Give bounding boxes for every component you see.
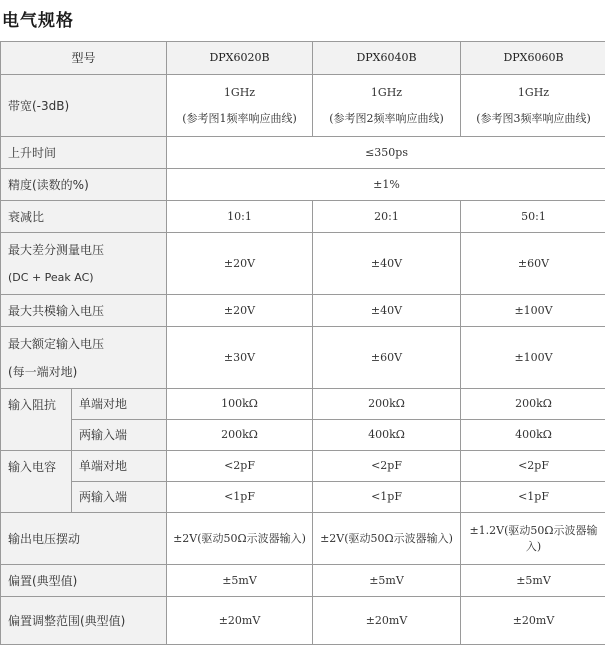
table-row [1,169,605,201]
table-row [1,389,605,420]
max-diff-value: ±40V [313,233,461,295]
swing-value: ±1.2V(驱动50Ω示波器输入) [461,513,605,565]
page-title: 电气规格 [2,11,74,31]
header-model: 型号 [1,42,167,75]
swing-value: ±2V(驱动50Ω示波器输入) [313,513,461,565]
max-rated-value: ±30V [167,327,313,389]
impedance-label: 输入阻抗 [1,389,72,451]
header-dpx6040b: DPX6040B [313,42,461,75]
max-diff-value: ±60V [461,233,605,295]
impedance-value: 200kΩ [167,420,313,451]
max-cm-value: ±100V [461,295,605,327]
max-rated-value: ±100V [461,327,605,389]
max-cm-value: ±40V [313,295,461,327]
capacitance-value: <1pF [461,482,605,513]
offset-label: 偏置(典型值) [1,565,167,597]
max-cm-label: 最大共模输入电压 [1,295,167,327]
rise-time-label: 上升时间 [1,137,167,169]
capacitance-value: <2pF [167,451,313,482]
swing-label: 输出电压摆动 [1,513,167,565]
offset-adj-value: ±20mV [167,597,313,645]
spec-table [0,41,605,645]
offset-value: ±5mV [461,565,605,597]
max-diff-value: ±20V [167,233,313,295]
header-dpx6020b: DPX6020B [167,42,313,75]
max-cm-value: ±20V [167,295,313,327]
bandwidth-value: 1GHz (参考图3频率响应曲线) [461,75,605,137]
bandwidth-label: 带宽(-3dB) [1,75,167,137]
table-row [1,597,605,645]
capacitance-label: 输入电容 [1,451,72,513]
offset-adj-value: ±20mV [313,597,461,645]
table-row [1,451,605,482]
offset-adj-value: ±20mV [461,597,605,645]
attenuation-label: 衰减比 [1,201,167,233]
table-row [1,420,605,451]
rise-time-value: ≤350ps [167,137,605,169]
capacitance-sub-diff: 两输入端 [72,482,167,513]
table-header-row [1,42,605,75]
accuracy-label: 精度(读数的%) [1,169,167,201]
table-row [1,295,605,327]
table-row [1,137,605,169]
table-row [1,75,605,137]
attenuation-value: 50:1 [461,201,605,233]
table-row [1,565,605,597]
bandwidth-value: 1GHz (参考图2频率响应曲线) [313,75,461,137]
capacitance-value: <1pF [313,482,461,513]
impedance-value: 200kΩ [461,389,605,420]
capacitance-value: <2pF [461,451,605,482]
table-row [1,327,605,389]
accuracy-value: ±1% [167,169,605,201]
capacitance-value: <2pF [313,451,461,482]
max-diff-label: 最大差分测量电压 (DC + Peak AC) [1,233,167,295]
attenuation-value: 20:1 [313,201,461,233]
impedance-sub-diff: 两输入端 [72,420,167,451]
offset-adj-label: 偏置调整范围(典型值) [1,597,167,645]
table-row [1,233,605,295]
header-dpx6060b: DPX6060B [461,42,605,75]
bandwidth-value: 1GHz (参考图1频率响应曲线) [167,75,313,137]
impedance-value: 100kΩ [167,389,313,420]
impedance-value: 200kΩ [313,389,461,420]
impedance-value: 400kΩ [313,420,461,451]
impedance-value: 400kΩ [461,420,605,451]
table-row [1,482,605,513]
capacitance-sub-single: 单端对地 [72,451,167,482]
capacitance-value: <1pF [167,482,313,513]
table-row [1,513,605,565]
swing-value: ±2V(驱动50Ω示波器输入) [167,513,313,565]
max-rated-value: ±60V [313,327,461,389]
impedance-sub-single: 单端对地 [72,389,167,420]
attenuation-value: 10:1 [167,201,313,233]
max-rated-label: 最大额定输入电压 (每一端对地) [1,327,167,389]
table-row [1,201,605,233]
offset-value: ±5mV [313,565,461,597]
offset-value: ±5mV [167,565,313,597]
